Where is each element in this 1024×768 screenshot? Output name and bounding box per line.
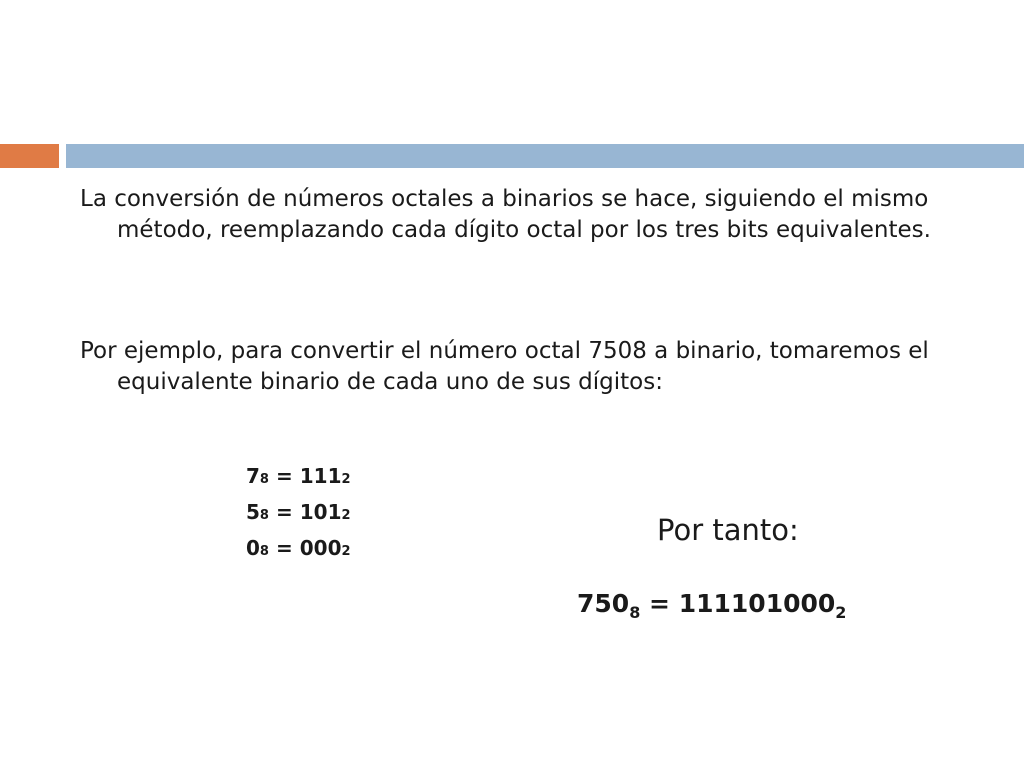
binary-value: 000 (299, 536, 342, 560)
octal-digit: 0 (246, 536, 260, 560)
equals-sign: = (275, 536, 293, 560)
digit-conversion-row (246, 464, 351, 500)
digit-conversion-row (246, 500, 351, 536)
conclusion-label: Por tanto: (657, 513, 799, 547)
example-paragraph: Por ejemplo, para convertir el número octal 7508 a binario, tomaremos el equivalente binario de cada uno de sus dígitos: (80, 338, 929, 395)
octal-base: 8 (259, 544, 269, 559)
equals-sign: = (275, 464, 293, 488)
result-equation (577, 586, 846, 622)
intro-paragraph: La conversión de números octales a binarios se hace, siguiendo el mismo método, reemplazando cada dígito octal por los tres bits equivalentes. (80, 186, 931, 243)
binary-value: 101 (299, 500, 342, 524)
result-binary-base: 2 (835, 603, 847, 622)
result-equals: = (649, 589, 670, 618)
header-bar (66, 144, 1024, 168)
octal-base: 8 (259, 472, 269, 487)
digit-conversion-row (246, 536, 351, 572)
result-octal-base: 8 (629, 603, 641, 622)
binary-base: 2 (341, 544, 351, 559)
octal-base: 8 (259, 508, 269, 523)
result-binary: 111101000 (678, 589, 836, 618)
equals-sign: = (275, 500, 293, 524)
octal-digit: 5 (246, 500, 260, 524)
binary-base: 2 (341, 472, 351, 487)
octal-digit: 7 (246, 464, 260, 488)
result-octal: 750 (577, 589, 630, 618)
binary-value: 111 (299, 464, 342, 488)
digit-conversion-list (246, 464, 351, 572)
binary-base: 2 (341, 508, 351, 523)
header-accent-bar (0, 144, 59, 168)
